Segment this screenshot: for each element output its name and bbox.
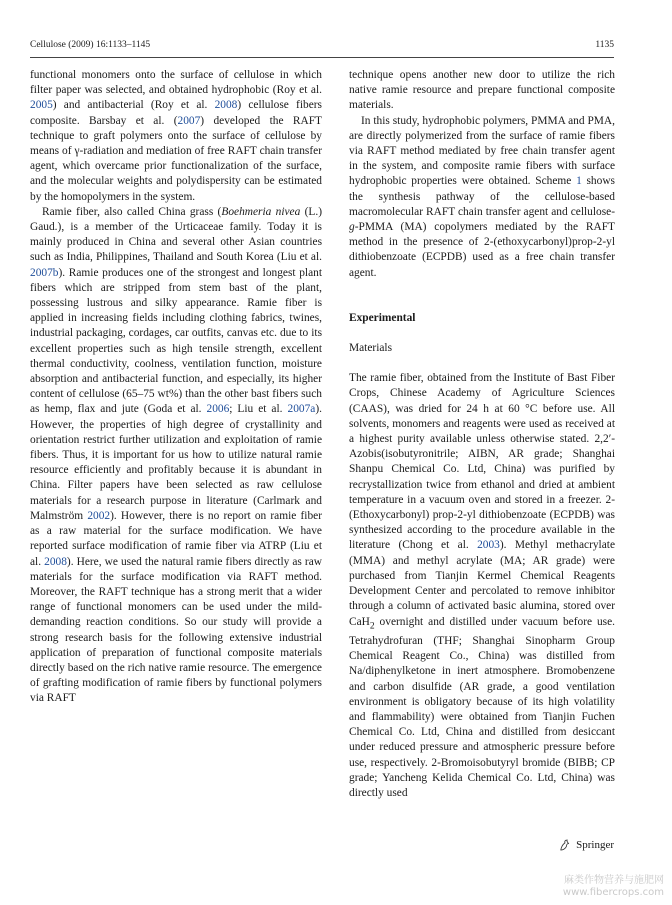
- journal-citation: Cellulose (2009) 16:1133–1145: [30, 40, 151, 50]
- text: ). Ramie produces one of the strongest and longest plant fibers which are stripped from stem bast of the plant, possessing lustrous and silky appearance. Ramie fiber is applied in increasing fields including clothing fabrics, twines, industrial packaging, cordages, car outfits, canvas etc. due to its excellent properties such as high tensile strength, excellent thermal conductivity, coolness, ventilation function, moisture absorption and antibacterial function, and especially, its higher content of cellulose (65–75 wt%) than the other bast fibers such as hemp, flax and jute (Goda et al.: [30, 266, 322, 416]
- subscript: 2: [369, 620, 375, 631]
- citation-link[interactable]: 2007: [177, 114, 201, 127]
- text: In this study, hydrophobic polymers, PMMA and PMA, are directly polymerized from the surface of ramie fibers via RAFT method mediated by free chain transfer agent in the system, and composite ramie fibers with surface hydrophobic properties were obtained. Scheme: [349, 114, 615, 188]
- italic-text: g: [349, 221, 355, 234]
- citation-link[interactable]: 2006: [206, 403, 230, 416]
- text: -PMMA (MA) copolymers mediated by the RAFT method in the presence of 2-(ethoxycarbonyl)prop-2-yl dithiobenzoate (ECPDB) used as a free chain transfer agent.: [349, 221, 615, 279]
- publisher-logo: [558, 838, 614, 852]
- citation-link[interactable]: 2007a: [287, 403, 316, 416]
- citation-link[interactable]: 2008: [44, 555, 67, 568]
- text: overnight and distilled under vacuum before use. Tetrahydrofuran (THF; Shanghai Sinopharm Group Chemical Reagent Co., China) was distilled from Na/diphenylketone in inert atmosphere. Bromobenzene and carbon disulfide (AR grade, a good ventilation environment is obligatory because of its high volatility and flammability) were obtained from Tianjin Fuchen Chemical Co. Ltd, China and distilled from desiccant under reduced pressure and atmospheric pressure before use, respectively. 2-Bromoisobutyryl bromide (BIBB; CP grade; Yancheng Kelida Chemical Co. Ltd, China) was directly used: [349, 615, 615, 800]
- left-column: [30, 68, 322, 707]
- springer-horse-icon: [558, 838, 572, 852]
- text: ). However, the properties of high degree of crystallinity and orientation restrict further utilization and exploitation of ramie fibers. Thus, it is important for us how to utilize natural ramie resource efficiently and profitably because it is abundant in China. Filter papers have been selected as raw cellulose materials for a research purpose in literature (Carlmark and Malmström: [30, 403, 322, 522]
- watermark-text: 麻类作物营养与施肥网: [564, 875, 664, 886]
- watermark: [563, 875, 664, 899]
- text: shows the synthesis pathway of the cellulose-based macromolecular RAFT chain transfer agent and cellulose-: [349, 175, 615, 218]
- paragraph: technique opens another new door to utilize the rich native ramie resource and prepare functional composite materials.: [349, 69, 615, 112]
- paragraph: [349, 114, 615, 281]
- paragraph: [30, 205, 322, 707]
- text: ) and antibacterial (Roy et al.: [52, 99, 215, 112]
- watermark-url: www.fibercrops.com: [562, 887, 664, 898]
- text: ). Here, we used the natural ramie fibers directly as raw materials for the surface modification via RAFT method. Moreover, the RAFT technique has a strong merit that a wider range of functional monomers can be used under the mild-demanding reaction conditions. So our study will provide a strong research basis for the following extensive industrial application of preparation of functional composite materials directly based on the rich native ramie resource. The emergence of grafting modification of ramie fibers by functional polymers via RAFT: [30, 555, 322, 705]
- subsection-heading: Materials: [349, 342, 393, 355]
- header-rule: [30, 57, 614, 58]
- publisher-name: Springer: [576, 839, 614, 851]
- citation-link[interactable]: 2003: [477, 539, 500, 552]
- text: functional monomers onto the surface of cellulose in which filter paper was selected, and obtained hydrophobic (Roy et al.: [30, 69, 322, 97]
- running-header: [30, 40, 614, 56]
- paragraph: [30, 68, 322, 205]
- text: Ramie fiber, also called China grass (: [42, 205, 222, 218]
- text: ). Methyl methacrylate (MMA) and methyl acrylate (MA; AR grade) were purchased from Tianjin Kermel Chemical Reagents Development Center and percolated to remove inhibitor through a column of activated basic alumina, stored over CaH: [349, 539, 615, 628]
- page-number: 1135: [595, 40, 614, 50]
- paragraph: [349, 371, 615, 801]
- text: ; Liu et al.: [229, 403, 288, 416]
- citation-link[interactable]: 2005: [30, 99, 53, 112]
- right-column: [349, 68, 615, 801]
- text: (L.) Gaud.), is a member of the Urticaceae family. Today it is mainly produced in China and several other Asian countries such as India, Philippines, Thailand and South Korea (Liu et al.: [30, 205, 322, 264]
- citation-link[interactable]: 2007b: [30, 266, 59, 279]
- section-heading: Experimental: [349, 311, 416, 324]
- text: ) cellulose fibers composite. Barsbay et al. (: [30, 99, 322, 127]
- citation-link[interactable]: 2002: [87, 509, 111, 522]
- text: The ramie fiber, obtained from the Institute of Bast Fiber Crops, Chinese Academy of Agriculture Sciences (CAAS), was dried for 24 h at 60 °C before use. All solvents, monomers and reagents were used as received at a highest purity available unless otherwise stated. 2,2′-Azobis(isobutyronitrile; AIBN, AR grade; Shanghai Shanpu Chemical Co. Ltd, China) was purified by recrystallization twice from ethanol and dried at ambient temperature in a vacuum oven and stored in a freezer. 2-(Ethoxycarbonyl) prop-2-yl dithiobenzoate (ECPDB) was synthesized according to the procedure available in the literature (Chong et al.: [349, 372, 615, 552]
- text: ). However, there is no report on ramie fiber as a raw material for the surface modification. We have reported surface modification of ramie fiber via ATRP (Liu et al.: [30, 509, 322, 568]
- text: ) developed the RAFT technique to graft polymers onto the surface of cellulose by means of γ-radiation and mediation of free RAFT chain transfer agent, which overcame prior functionalization of the surface, and the molecular weights and polydispersity can be estimated by the homopolymers in the system.: [30, 114, 323, 203]
- scheme-link[interactable]: 1: [576, 175, 582, 188]
- species-name: Boehmeria nivea: [221, 205, 301, 218]
- citation-link[interactable]: 2008: [214, 99, 238, 112]
